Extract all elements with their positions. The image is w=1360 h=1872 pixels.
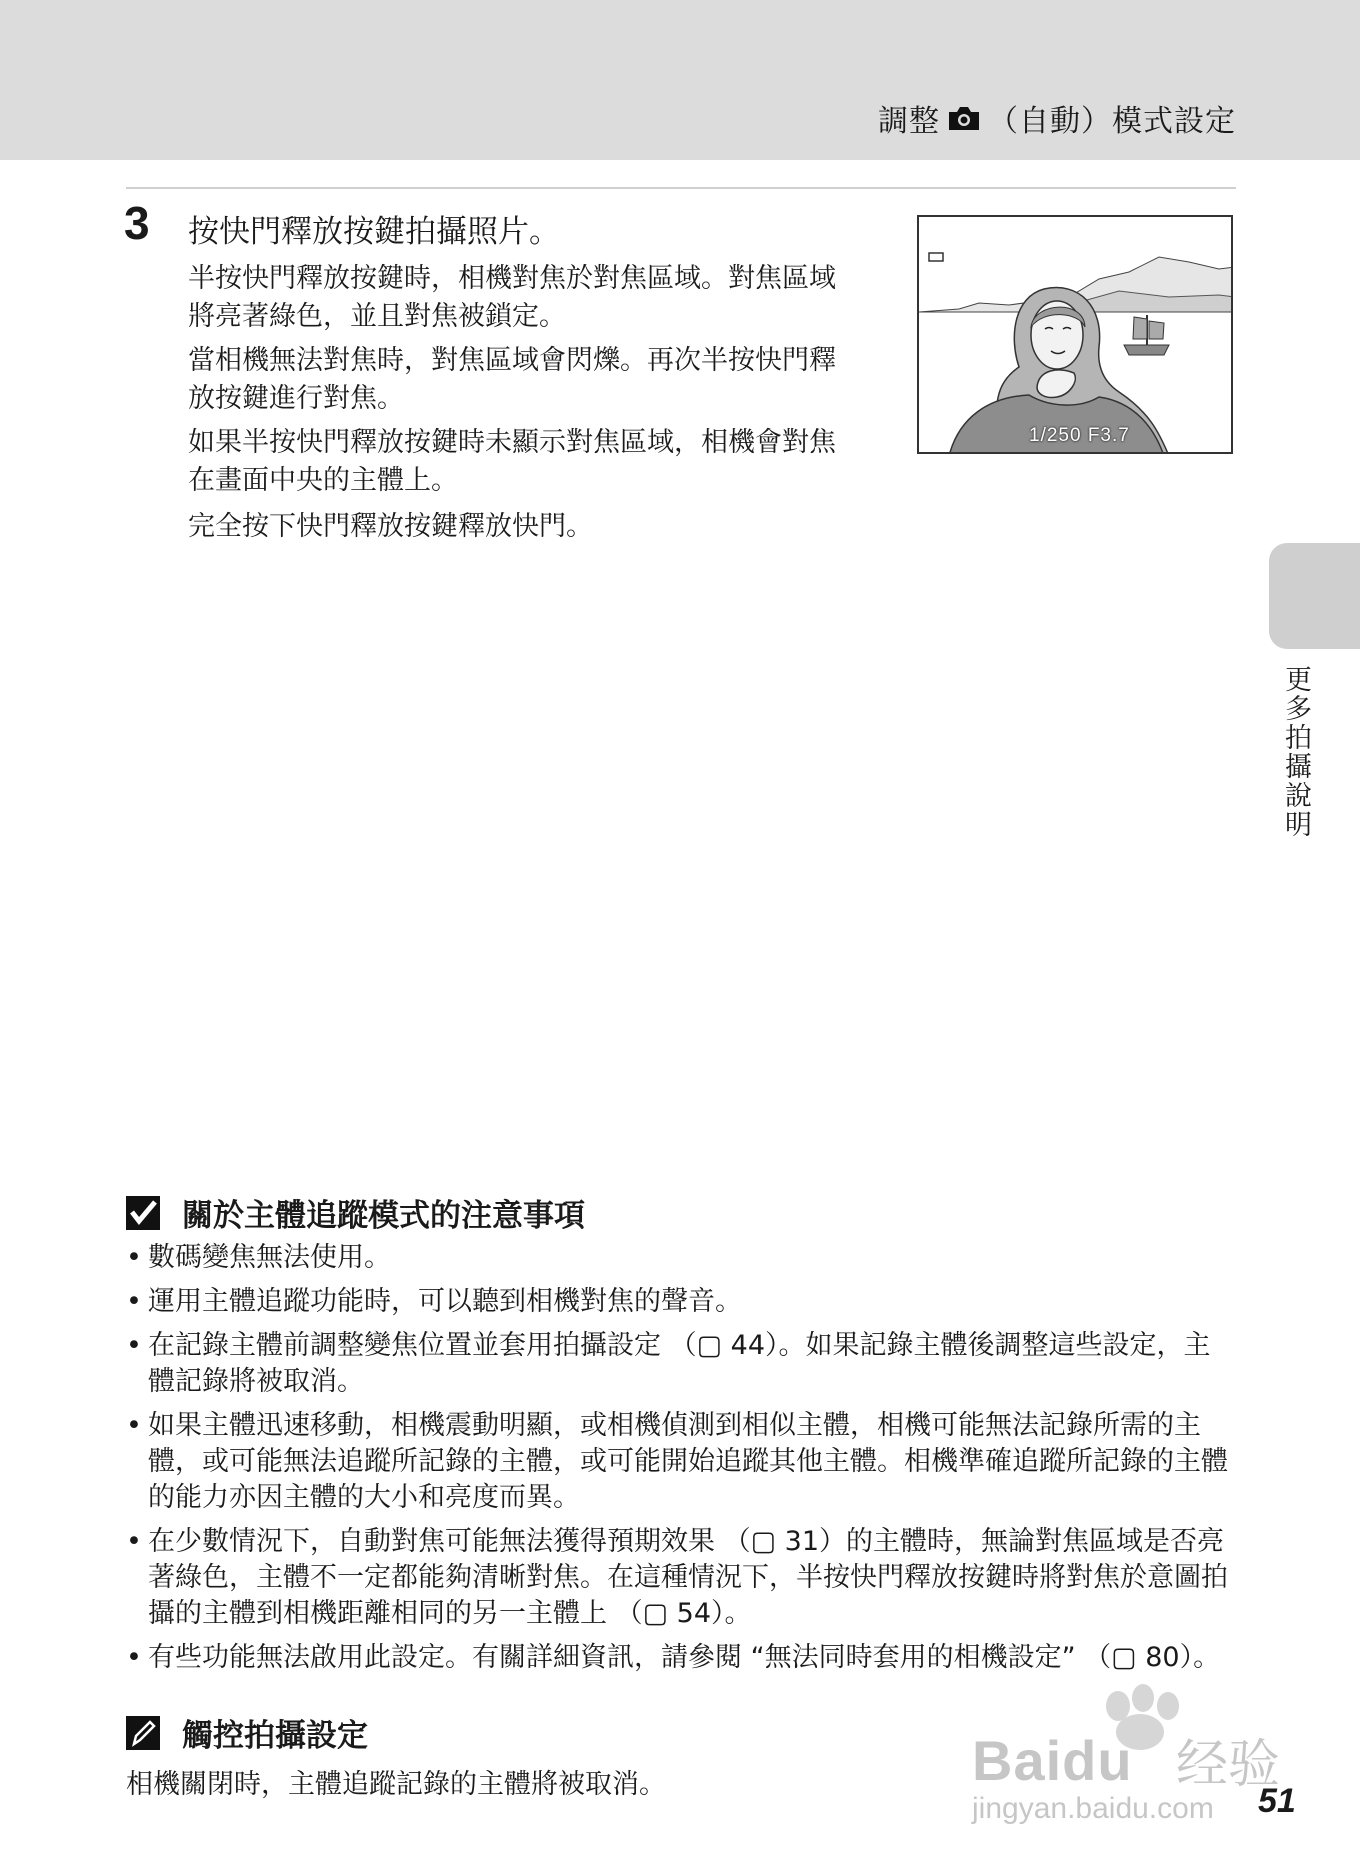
note-bullet-list <box>126 1240 1236 1684</box>
list-item: • 有些功能無法啟用此設定。有關詳細資訊，請參閱 “無法同時套用的相機設定” （▢ 80）。 <box>126 1640 1236 1676</box>
camera-lcd-illustration <box>917 215 1233 454</box>
step-number: 3 <box>124 197 150 249</box>
pencil-icon <box>126 1716 160 1750</box>
touch-heading <box>126 1710 368 1755</box>
touch-text: 相機關閉時，主體追蹤記錄的主體將被取消。 <box>126 1769 666 1800</box>
touch-title: 觸控拍攝設定 <box>182 1718 368 1754</box>
watermark-cn: 经验 <box>1176 1735 1281 1795</box>
portrait-illustration <box>919 217 1233 454</box>
header-title-prefix: 調整 <box>878 104 940 139</box>
step-title: 按快門釋放按鍵拍攝照片。 <box>188 214 560 250</box>
watermark-brand: Baidu <box>972 1729 1133 1792</box>
side-tab <box>1269 543 1360 649</box>
list-item: • 如果主體迅速移動，相機震動明顯，或相機偵測到相似主體，相機可能無法記錄所需的主體，或可能無法追蹤所記錄的主體，或可能開始追蹤其他主體。相機準確追蹤所記錄的主體的能力亦因主體的大小和亮度而異。 <box>126 1408 1236 1516</box>
camera-icon <box>946 103 982 133</box>
page-header-title <box>878 96 1236 140</box>
list-item: • 在少數情況下，自動對焦可能無法獲得預期效果 （▢ 31）的主體時，無論對焦區域是否亮著綠色，主體不一定都能夠清晰對焦。在這種情況下，半按快門釋放按鍵時將對焦於意圖拍攝的主體到相機距離相同的另一主體上 （▢ 54）。 <box>126 1524 1236 1632</box>
list-item: • 數碼變焦無法使用。 <box>126 1240 1236 1276</box>
header-divider <box>126 187 1236 189</box>
side-tab-label: 更多拍攝說明 <box>1280 665 1311 839</box>
step-paragraph: 如果半按快門釋放按鍵時未顯示對焦區域，相機會對焦在畫面中央的主體上。 <box>188 427 836 496</box>
list-item: • 在記錄主體前調整變焦位置並套用拍攝設定 （▢ 44）。如果記錄主體後調整這些設定，主體記錄將被取消。 <box>126 1328 1236 1400</box>
step-paragraph: 半按快門釋放按鍵時，相機對焦於對焦區域。對焦區域將亮著綠色，並且對焦被鎖定。 <box>188 263 836 332</box>
step-paragraph: 完全按下快門釋放按鍵釋放快門。 <box>188 511 593 542</box>
page-number: 51 <box>1258 1782 1296 1820</box>
note-heading <box>126 1190 585 1235</box>
header-title-suffix: （自動）模式設定 <box>988 104 1236 139</box>
shutter-aperture-readout: 1/250 F3.7 <box>1029 425 1130 446</box>
step-paragraph: 當相機無法對焦時，對焦區域會閃爍。再次半按快門釋放按鍵進行對焦。 <box>188 345 836 414</box>
note-title: 關於主體追蹤模式的注意事項 <box>182 1198 585 1234</box>
watermark-url: jingyan.baidu.com <box>972 1792 1214 1825</box>
list-item: • 運用主體追蹤功能時，可以聽到相機對焦的聲音。 <box>126 1284 1236 1320</box>
checkmark-icon <box>126 1196 160 1230</box>
